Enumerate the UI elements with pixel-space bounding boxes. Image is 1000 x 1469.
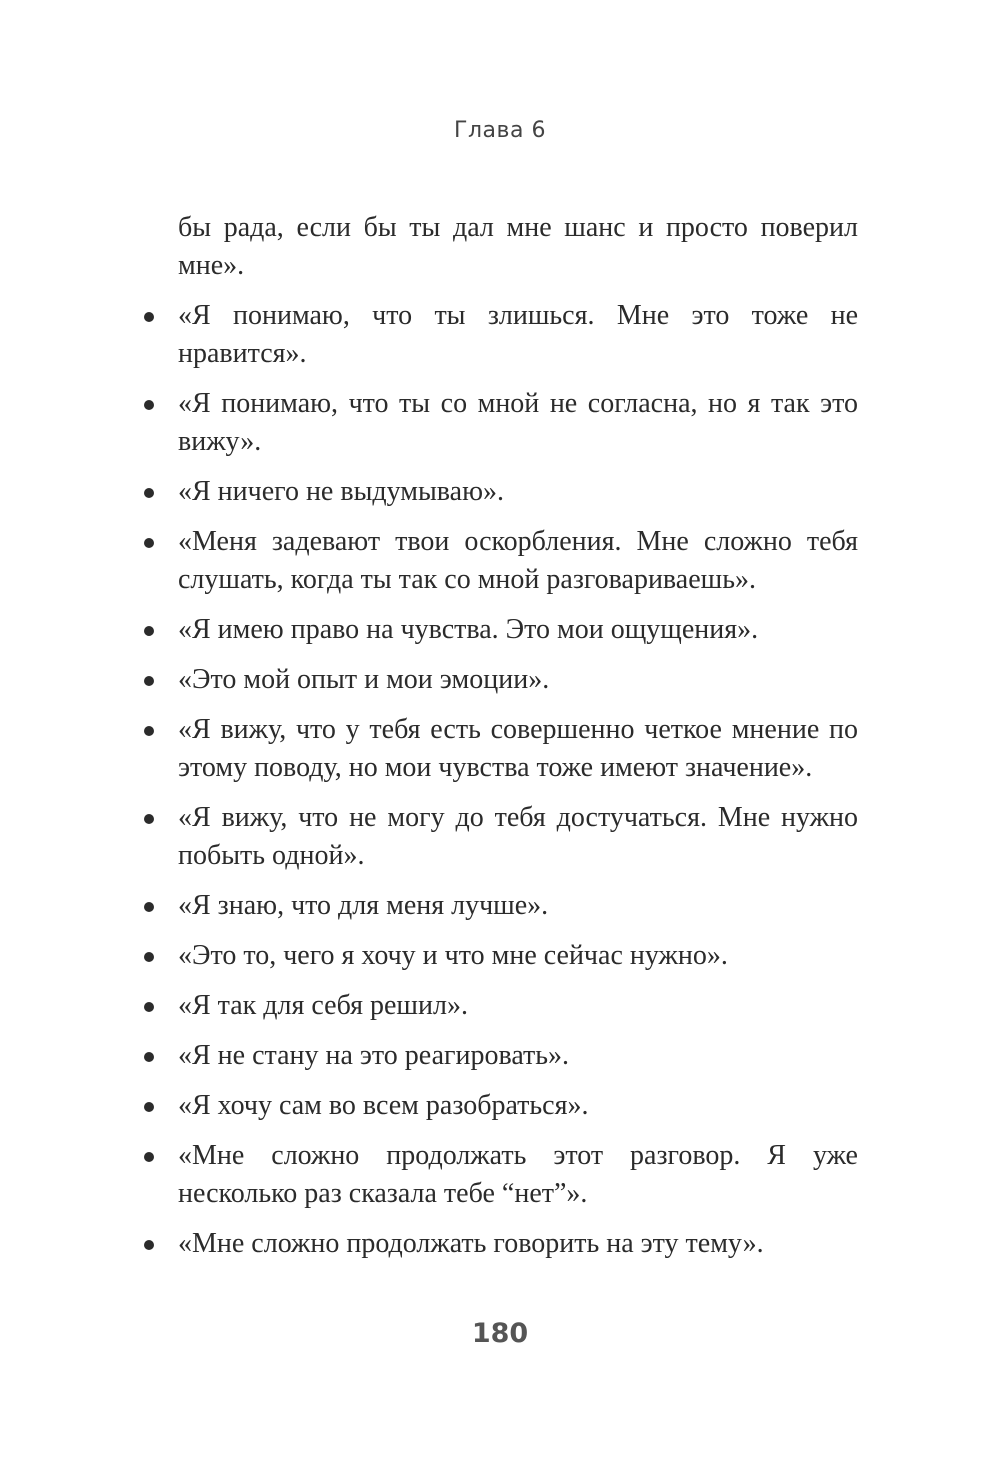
bullet-icon xyxy=(144,902,154,912)
running-head: Глава 6 xyxy=(454,118,546,143)
list-item-text: «Я имею право на чувства. Это мои ощущения». xyxy=(178,614,759,645)
bullet-list xyxy=(178,297,858,1263)
bullet-icon xyxy=(144,1152,154,1162)
list-item-text: «Я хочу сам во всем разобраться». xyxy=(178,1090,589,1121)
list-item xyxy=(178,661,858,699)
bullet-icon xyxy=(144,726,154,736)
list-item-text: «Я понимаю, что ты злишься. Мне это тоже не нравится». xyxy=(178,300,858,369)
list-item xyxy=(178,711,858,787)
list-item-text: «Я так для себя решил». xyxy=(178,990,468,1021)
list-item xyxy=(178,1225,858,1263)
list-item-text: «Я знаю, что для меня лучше». xyxy=(178,890,549,921)
bullet-icon xyxy=(144,814,154,824)
list-item xyxy=(178,297,858,373)
list-item xyxy=(178,1137,858,1213)
list-item xyxy=(178,987,858,1025)
page-number: 180 xyxy=(471,1318,529,1349)
bullet-icon xyxy=(144,400,154,410)
list-item-text: «Это то, чего я хочу и что мне сейчас нужно». xyxy=(178,940,728,971)
bullet-icon xyxy=(144,676,154,686)
page-body xyxy=(178,209,858,1275)
list-item-text: «Это мой опыт и мои эмоции». xyxy=(178,664,550,695)
bullet-icon xyxy=(144,1102,154,1112)
bullet-icon xyxy=(144,1052,154,1062)
list-item xyxy=(178,523,858,599)
bullet-icon xyxy=(144,1002,154,1012)
list-item-text: «Я вижу, что не могу до тебя достучаться. Мне нужно побыть одной». xyxy=(178,802,858,871)
list-item-text: «Я не стану на это реагировать». xyxy=(178,1040,570,1071)
list-item-text: «Мне сложно продолжать этот разговор. Я уже несколько раз сказала тебе “нет”». xyxy=(178,1140,858,1209)
list-item xyxy=(178,385,858,461)
bullet-icon xyxy=(144,538,154,548)
list-item xyxy=(178,611,858,649)
list-item xyxy=(178,473,858,511)
list-item-text: «Меня задевают твои оскорбления. Мне сложно тебя слушать, когда ты так со мной разговариваешь». xyxy=(178,526,858,595)
list-item-text: «Я вижу, что у тебя есть совершенно четкое мнение по этому поводу, но мои чувства тоже имеют значение». xyxy=(178,714,858,783)
list-item-text: «Мне сложно продолжать говорить на эту тему». xyxy=(178,1228,764,1259)
list-item-text: «Я понимаю, что ты со мной не согласна, но я так это вижу». xyxy=(178,388,858,457)
list-item xyxy=(178,937,858,975)
list-item xyxy=(178,887,858,925)
list-item xyxy=(178,1037,858,1075)
bullet-icon xyxy=(144,626,154,636)
continuation-paragraph: бы рада, если бы ты дал мне шанс и просто поверил мне». xyxy=(178,212,858,281)
list-item-text: «Я ничего не выдумываю». xyxy=(178,476,504,507)
list-item xyxy=(178,1087,858,1125)
bullet-icon xyxy=(144,1240,154,1250)
bullet-icon xyxy=(144,312,154,322)
bullet-icon xyxy=(144,952,154,962)
list-item xyxy=(178,799,858,875)
bullet-icon xyxy=(144,488,154,498)
